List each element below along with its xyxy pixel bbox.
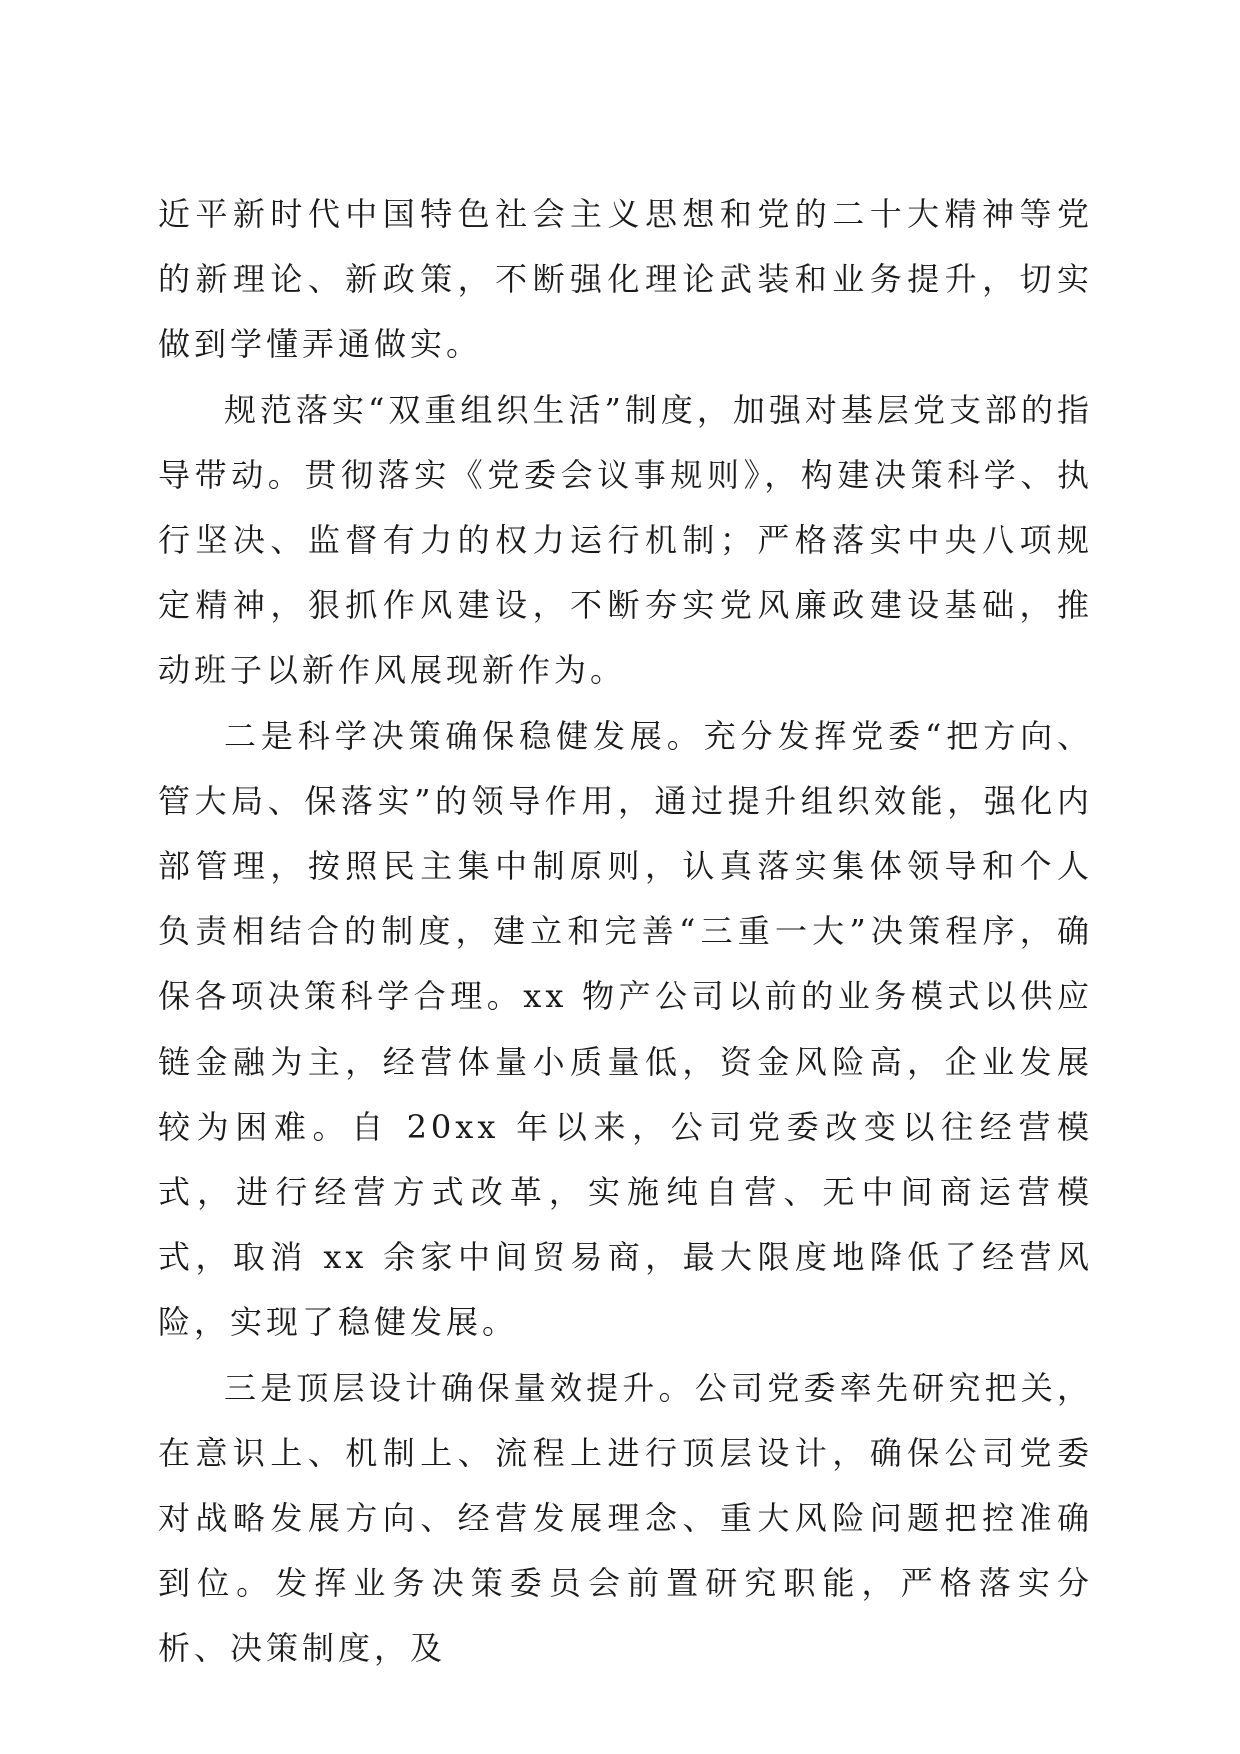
paragraph-top-level-design: 三是顶层设计确保量效提升。公司党委率先研究把关，在意识上、机制上、流程上进行顶层设计，确保公司党委对战略发展方向、经营发展理念、重大风险问题把控准确到位。发挥业务决策委员会前置研究职能，严格落实分析、决策制度，及 — [158, 1368, 1093, 1668]
paragraph-scientific-decision: 二是科学决策确保稳健发展。充分发挥党委“把方向、管大局、保落实”的领导作用，通过提升组织效能，强化内部管理，按照民主集中制原则，认真落实集体领导和个人负责相结合的制度，建立和完善“三重一大”决策程序，确保各项决策科学合理。xx 物产公司以前的业务模式以供应链金融为主，经营体量小质量低，资金风险高，企业发展较为困难。自 20xx 年以来，公司党委改变以往经营模式，进行经营方式改革，实施纯自营、无中间商运营模式，取消 xx 余家中间贸易商，最大限度地降低了经营风险，实现了稳健发展。 — [158, 716, 1093, 1342]
document-body — [158, 182, 1093, 1682]
paragraph-continuation: 近平新时代中国特色社会主义思想和党的二十大精神等党的新理论、新政策，不断强化理论武装和业务提升，切实做到学懂弄通做实。 — [158, 195, 1093, 364]
paragraph-organizational-life: 规范落实“双重组织生活”制度，加强对基层党支部的指导带动。贯彻落实《党委会议事规则》，构建决策科学、执行坚决、监督有力的权力运行机制；严格落实中央八项规定精神，狠抓作风建设，不断夯实党风廉政建设基础，推动班子以新作风展现新作为。 — [158, 390, 1093, 690]
